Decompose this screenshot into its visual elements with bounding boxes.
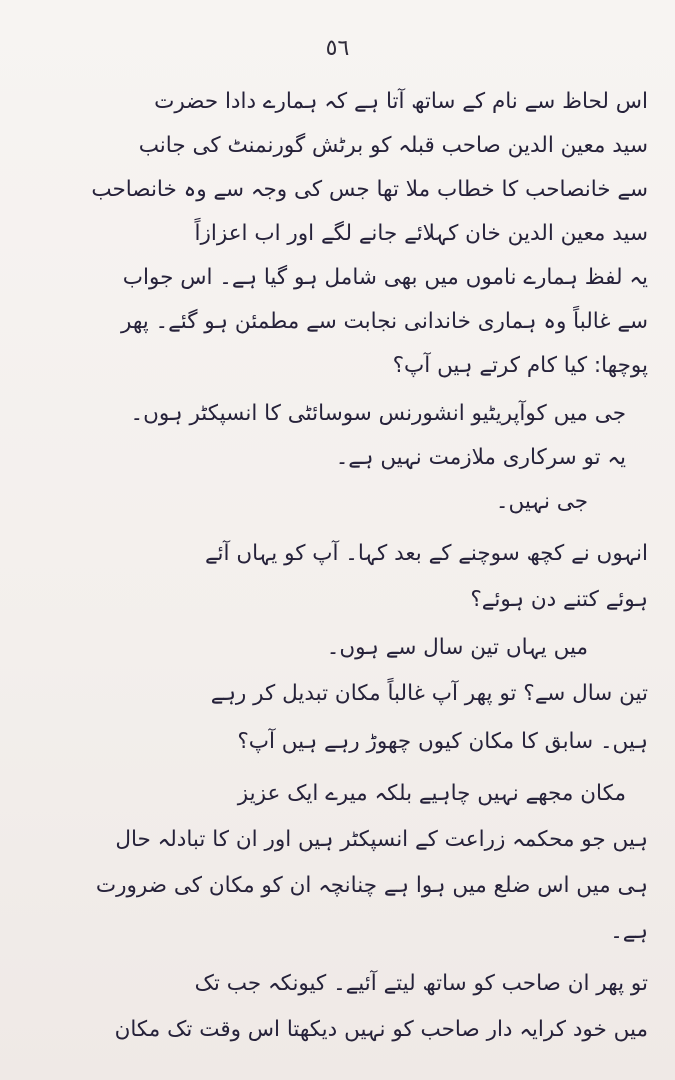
text-line: یہ تو سرکاری ملازمت نہیں ہے۔ (335, 445, 626, 470)
text-line: میں یہاں تین سال سے ہوں۔ (326, 635, 588, 660)
text-line: تو پھر ان صاحب کو ساتھ لیتے آئیے۔ کیونکہ جب تک (194, 971, 648, 996)
page-number: ٥٦ (325, 36, 350, 61)
text-line: اس لحاظ سے نام کے ساتھ آتا ہے کہ ہمارے دادا حضرت (154, 89, 648, 114)
text-line: سید معین الدین صاحب قبلہ کو برٹش گورنمنٹ کی جانب (138, 133, 648, 158)
text-line: ہیں جو محکمہ زراعت کے انسپکٹر ہیں اور ان کا تبادلہ حال (115, 827, 648, 852)
text-line: تین سال سے؟ تو پھر آپ غالباً مکان تبدیل کر رہے (210, 681, 648, 706)
text-line: ہی میں اس ضلع میں ہوا ہے چنانچہ ان کو مکان کی ضرورت (95, 873, 648, 898)
text-line: سید معین الدین خان کہلائے جانے لگے اور اب اعزازاً (194, 221, 648, 246)
text-line: ہیں۔ سابق کا مکان کیوں چھوڑ رہے ہیں آپ؟ (237, 729, 648, 754)
text-line: ہے۔ (610, 919, 648, 944)
text-line: میں خود کرایہ دار صاحب کو نہیں دیکھتا اس وقت تک مکان (114, 1017, 648, 1042)
text-line: سے خانصاحب کا خطاب ملا تھا جس کی وجہ سے وہ خانصاحب (91, 177, 648, 202)
text-line: یہ لفظ ہمارے ناموں میں بھی شامل ہو گیا ہے۔ اس جواب (122, 265, 648, 290)
text-line: جی میں کوآپریٹیو انشورنس سوسائٹی کا انسپکٹر ہوں۔ (130, 401, 626, 426)
text-line: جی نہیں۔ (495, 489, 588, 514)
text-line: مکان مجھے نہیں چاہیے بلکہ میرے ایک عزیز (237, 781, 626, 806)
text-line: انہوں نے کچھ سوچنے کے بعد کہا۔ آپ کو یہاں آئے (204, 541, 648, 566)
text-line: سے غالباً وہ ہماری خاندانی نجابت سے مطمئن ہو گئے۔ پھر (120, 309, 648, 334)
text-line: پوچھا: کیا کام کرتے ہیں آپ؟ (392, 353, 648, 378)
text-line: ہوئے کتنے دن ہوئے؟ (470, 587, 648, 612)
